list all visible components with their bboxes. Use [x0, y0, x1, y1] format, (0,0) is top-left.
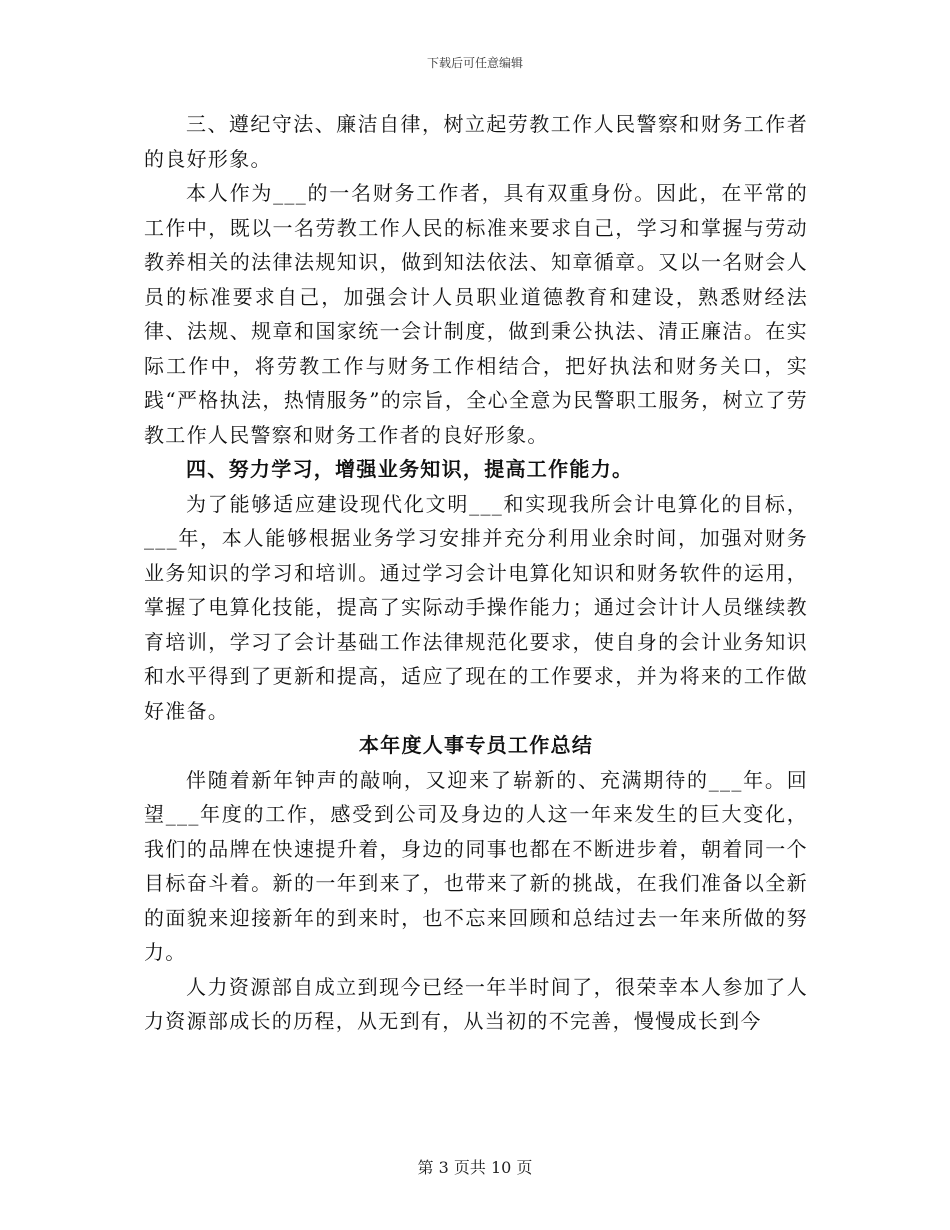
header-note: 下载后可任意编辑 [426, 56, 523, 70]
document-body [144, 107, 808, 1039]
paragraph-hr-department: 人力资源部自成立到现今已经一年半时间了，很荣幸本人参加了人力资源部成长的历程，从无到有，从当初的不完善，慢慢成长到今 [144, 974, 808, 1033]
section-heading-study: 四、努力学习，增强业务知识，提高工作能力。 [186, 457, 634, 481]
section-title-hr-summary: 本年度人事专员工作总结 [358, 733, 594, 757]
paragraph-study: 为了能够适应建设现代化文明___和实现我所会计电算化的目标，___年，本人能够根据业务学习安排并充分利用业余时间，加强对财务业务知识的学习和培训。通过学习会计电算化知识和财务软件的运用，掌握了电算化技能，提高了实际动手操作能力；通过会计计人员继续教育培训，学习了会计基础工作法律规范化要求，使自身的会计业务知识和水平得到了更新和提高，适应了现在的工作要求，并为将来的工作做好准备。 [144, 491, 808, 723]
paragraph-discipline: 三、遵纪守法、廉洁自律，树立起劳教工作人民警察和财务工作者的良好形象。 [144, 112, 808, 171]
page-number: 第 3 页共 10 页 [417, 1158, 533, 1177]
paragraph-new-year: 伴随着新年钟声的敲响，又迎来了崭新的、充满期待的___年。回望___年度的工作，感受到公司及身边的人这一年来发生的巨大变化，我们的品牌在快速提升着，身边的同事也都在不断进步着，朝着同一个目标奋斗着。新的一年到来了，也带来了新的挑战，在我们准备以全新的面貌来迎接新年的到来时，也不忘来回顾和总结过去一年来所做的努力。 [144, 767, 808, 964]
paragraph-dual-identity: 本人作为___的一名财务工作者，具有双重身份。因此，在平常的工作中，既以一名劳教工作人民的标准来要求自己，学习和掌握与劳动教养相关的法律法规知识，做到知法依法、知章循章。又以一名财会人员的标准要求自己，加强会计人员职业道德教育和建设，熟悉财经法律、法规、规章和国家统一会计制度，做到秉公执法、清正廉洁。在实际工作中，将劳教工作与财务工作相结合，把好执法和财务关口，实践“严格执法，热情服务”的宗旨，全心全意为民警职工服务，树立了劳教工作人民警察和财务工作者的良好形象。 [144, 181, 808, 447]
